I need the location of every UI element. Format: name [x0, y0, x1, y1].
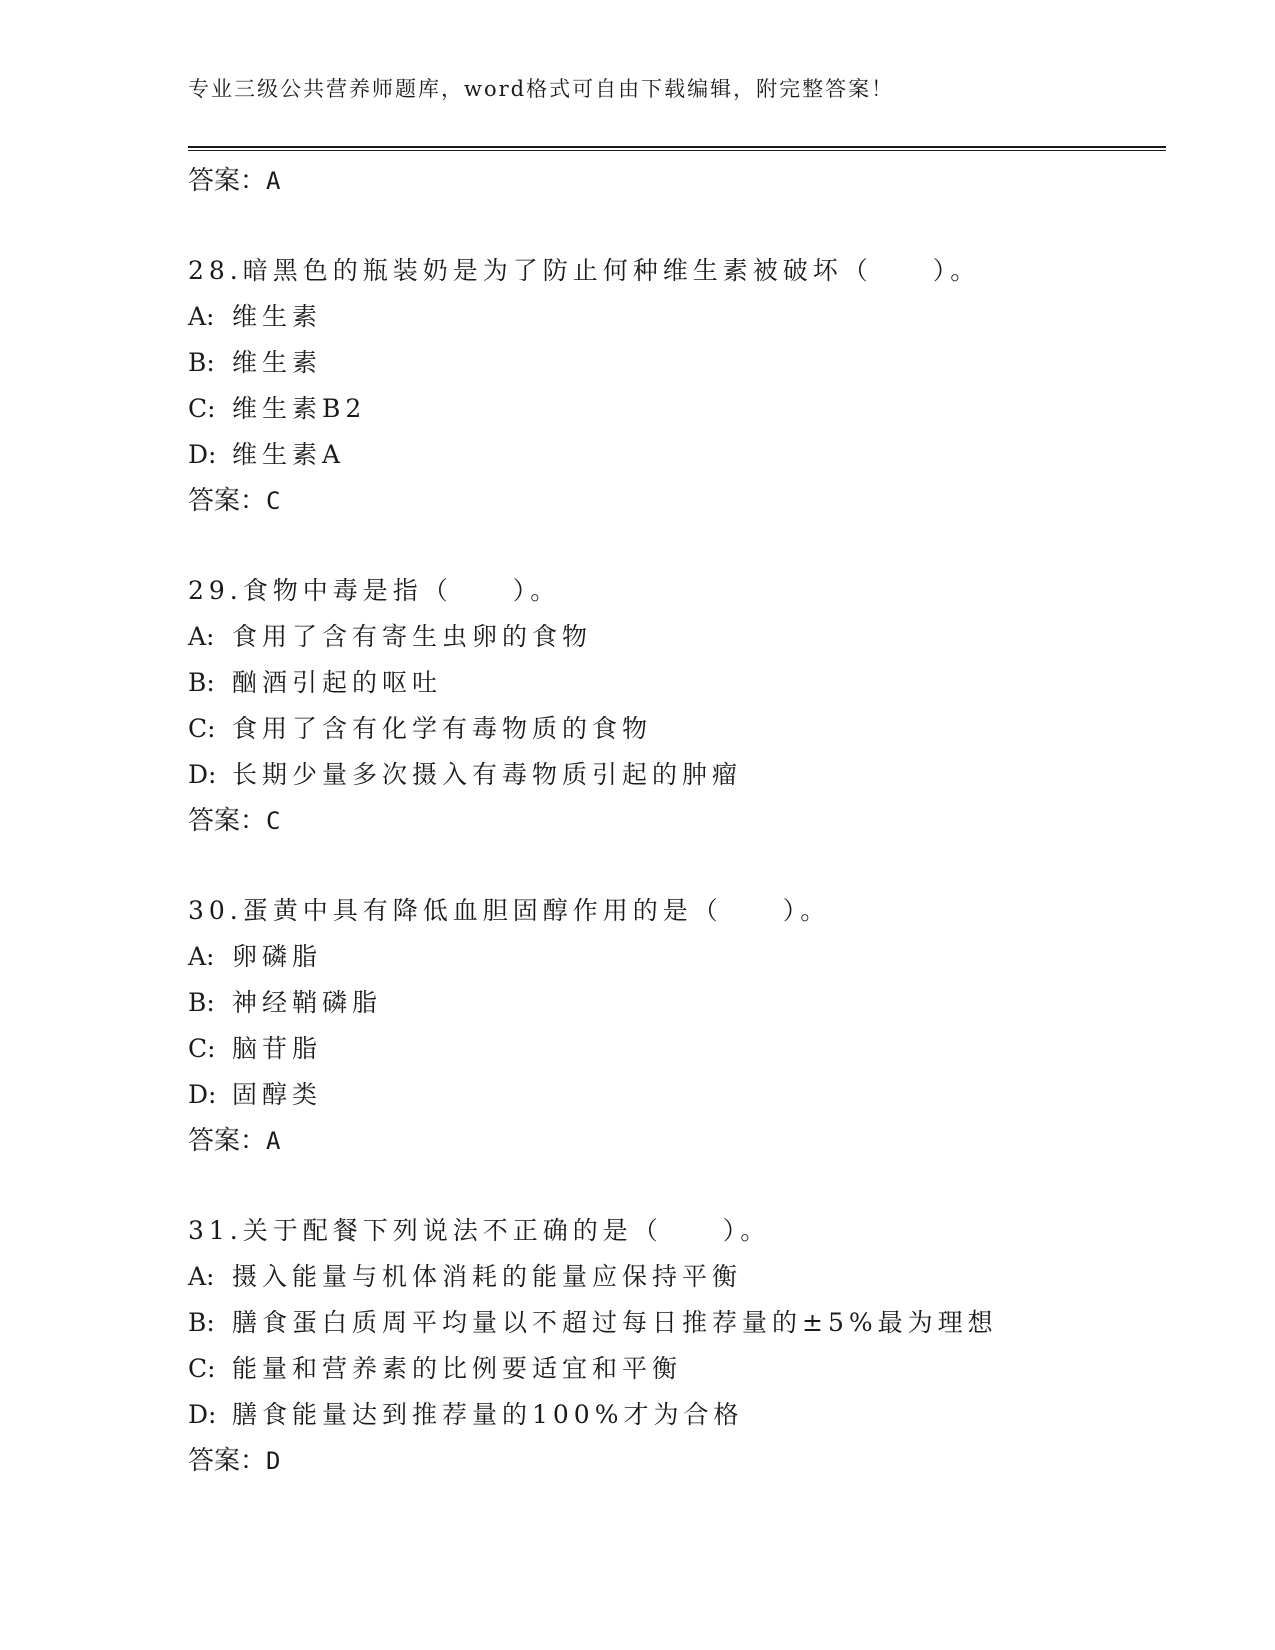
option-key: B: [188, 668, 215, 697]
option-key: B: [188, 988, 215, 1017]
option-text: 膳食能量达到推荐量的100%才为合格 [232, 1400, 744, 1429]
option-text: 摄入能量与机体消耗的能量应保持平衡 [232, 1262, 743, 1291]
option-key: B: [188, 1308, 215, 1337]
option-text: 卵磷脂 [232, 942, 323, 971]
answer-label: 答案： [188, 486, 267, 516]
option-c [188, 1026, 1166, 1072]
option-key: A: [188, 1262, 215, 1291]
option-key: D: [188, 1080, 217, 1109]
question-31 [188, 1208, 1166, 1484]
answer-value: C [266, 487, 281, 515]
answer-value: D [266, 1447, 281, 1475]
option-b [188, 1300, 1166, 1346]
option-text: 神经鞘磷脂 [232, 988, 383, 1017]
option-text: 维生素 [232, 302, 323, 331]
header-divider [188, 146, 1166, 151]
option-key: C: [188, 1354, 216, 1383]
option-key: A: [188, 302, 215, 331]
question-29 [188, 568, 1166, 844]
answer-line [188, 478, 1166, 524]
question-30 [188, 888, 1166, 1164]
option-b [188, 660, 1166, 706]
option-key: C: [188, 1034, 216, 1063]
option-text: 维生素B2 [232, 394, 367, 423]
option-text: 维生素A [232, 440, 346, 469]
option-text: 脑苷脂 [232, 1034, 323, 1063]
option-text: 膳食蛋白质周平均量以不超过每日推荐量的±5%最为理想 [232, 1308, 998, 1337]
option-text: 能量和营养素的比例要适宜和平衡 [232, 1354, 683, 1383]
option-key: D: [188, 760, 217, 789]
answer-line-prev [188, 158, 1166, 204]
option-key: D: [188, 1400, 217, 1429]
answer-value: A [266, 1127, 281, 1155]
question-28 [188, 248, 1166, 524]
option-key: A: [188, 622, 215, 651]
option-text: 酗酒引起的呕吐 [232, 668, 443, 697]
option-d [188, 752, 1166, 798]
option-key: B: [188, 348, 215, 377]
question-stem: 30.蛋黄中具有降低血胆固醇作用的是（ ）。 [188, 896, 831, 925]
question-stem: 29.食物中毒是指（ ）。 [188, 576, 561, 605]
question-stem: 31.关于配餐下列说法不正确的是（ ）。 [188, 1216, 771, 1245]
question-stem: 28.暗黑色的瓶装奶是为了防止何种维生素被破坏（ ）。 [188, 256, 981, 285]
option-d [188, 1072, 1166, 1118]
option-b [188, 980, 1166, 1026]
answer-line [188, 798, 1166, 844]
answer-label: 答案： [188, 166, 267, 196]
option-c [188, 706, 1166, 752]
option-a [188, 614, 1166, 660]
document-body [188, 158, 1166, 1484]
option-c [188, 386, 1166, 432]
option-c [188, 1346, 1166, 1392]
answer-value: C [266, 807, 281, 835]
answer-line [188, 1438, 1166, 1484]
option-text: 固醇类 [232, 1080, 323, 1109]
option-text: 维生素 [232, 348, 323, 377]
answer-label: 答案： [188, 806, 267, 836]
option-key: C: [188, 394, 216, 423]
answer-value: A [266, 167, 281, 195]
option-a [188, 294, 1166, 340]
option-d [188, 432, 1166, 478]
option-key: D: [188, 440, 217, 469]
answer-label: 答案： [188, 1126, 267, 1156]
option-text: 食用了含有化学有毒物质的食物 [232, 714, 653, 743]
answer-label: 答案： [188, 1446, 267, 1476]
option-a [188, 1254, 1166, 1300]
option-text: 长期少量多次摄入有毒物质引起的肿瘤 [232, 760, 743, 789]
option-b [188, 340, 1166, 386]
option-a [188, 934, 1166, 980]
option-text: 食用了含有寄生虫卵的食物 [232, 622, 593, 651]
answer-line [188, 1118, 1166, 1164]
option-key: A: [188, 942, 215, 971]
option-d [188, 1392, 1166, 1438]
page-header: 专业三级公共营养师题库，word格式可自由下载编辑，附完整答案！ [188, 77, 895, 101]
option-key: C: [188, 714, 216, 743]
